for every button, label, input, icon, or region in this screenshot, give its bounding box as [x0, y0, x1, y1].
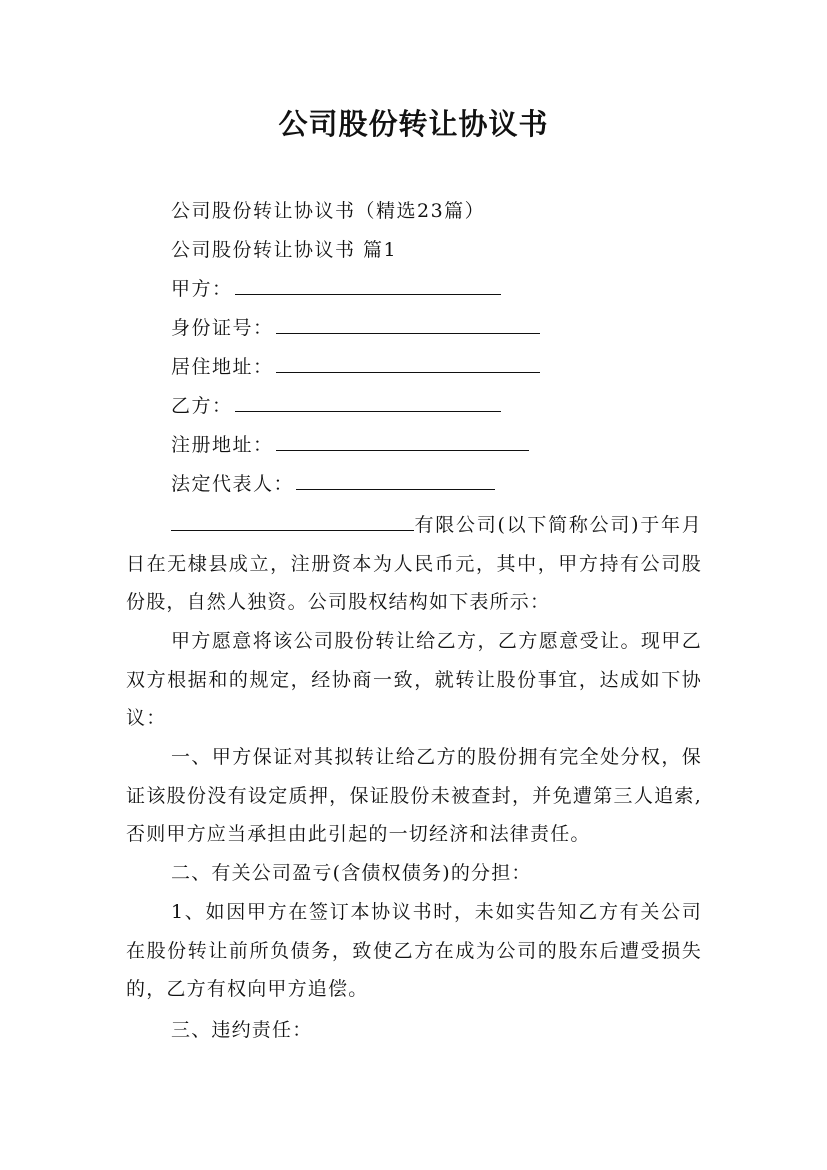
paragraph-company-info-text: 有限公司(以下简称公司)于年月日在无棣县成立，注册资本为人民币元，其中，甲方持有公司股份股，自然人独资。公司股权结构如下表所示：: [126, 514, 702, 614]
document-subtitle: 公司股份转让协议书（精选23篇）: [171, 200, 486, 222]
field-id-number-blank: [276, 313, 540, 334]
field-address-blank: [276, 352, 540, 373]
field-party-a-label: 甲方：: [171, 278, 233, 300]
field-party-b-label: 乙方：: [171, 395, 233, 417]
field-id-number-label: 身份证号：: [171, 317, 274, 339]
paragraph-clause-2-heading: 二、有关公司盈亏(含债权债务)的分担：: [171, 862, 532, 884]
field-id-number: [171, 313, 540, 343]
paragraph-clause-2-1: 1、如因甲方在签订本协议书时，未如实告知乙方有关公司在股份转让前所负债务，致使乙方在成为公司的股东后遭受损失的，乙方有权向甲方追偿。: [126, 901, 702, 1001]
field-party-b: [171, 391, 501, 421]
field-party-a-blank: [235, 274, 501, 295]
paragraph-transfer-intent: 甲方愿意将该公司股份转让给乙方，乙方愿意受让。现甲乙双方根据和的规定，经协商一致，就转让股份事宜，达成如下协议：: [126, 630, 702, 730]
paragraph-clause-3-heading: 三、违约责任：: [171, 1019, 313, 1041]
paragraph-company-info: [126, 506, 702, 622]
field-legal-rep-blank: [296, 469, 495, 490]
field-address: [171, 352, 540, 382]
field-party-b-blank: [235, 391, 501, 412]
field-legal-rep: [171, 469, 495, 499]
field-reg-address-label: 注册地址：: [171, 434, 274, 456]
field-reg-address: [171, 430, 529, 460]
field-legal-rep-label: 法定代表人：: [171, 473, 295, 495]
field-address-label: 居住地址：: [171, 356, 274, 378]
company-name-blank: [171, 508, 414, 531]
field-reg-address-blank: [276, 430, 529, 451]
field-party-a: [171, 274, 501, 304]
paragraph-clause-1: 一、甲方保证对其拟转让给乙方的股份拥有完全处分权，保证该股份没有设定质押，保证股份未被查封，并免遭第三人追索,否则甲方应当承担由此引起的一切经济和法律责任。: [126, 746, 702, 846]
document-title: 公司股份转让协议书: [278, 107, 549, 141]
chapter-heading: 公司股份转让协议书 篇1: [171, 239, 398, 261]
